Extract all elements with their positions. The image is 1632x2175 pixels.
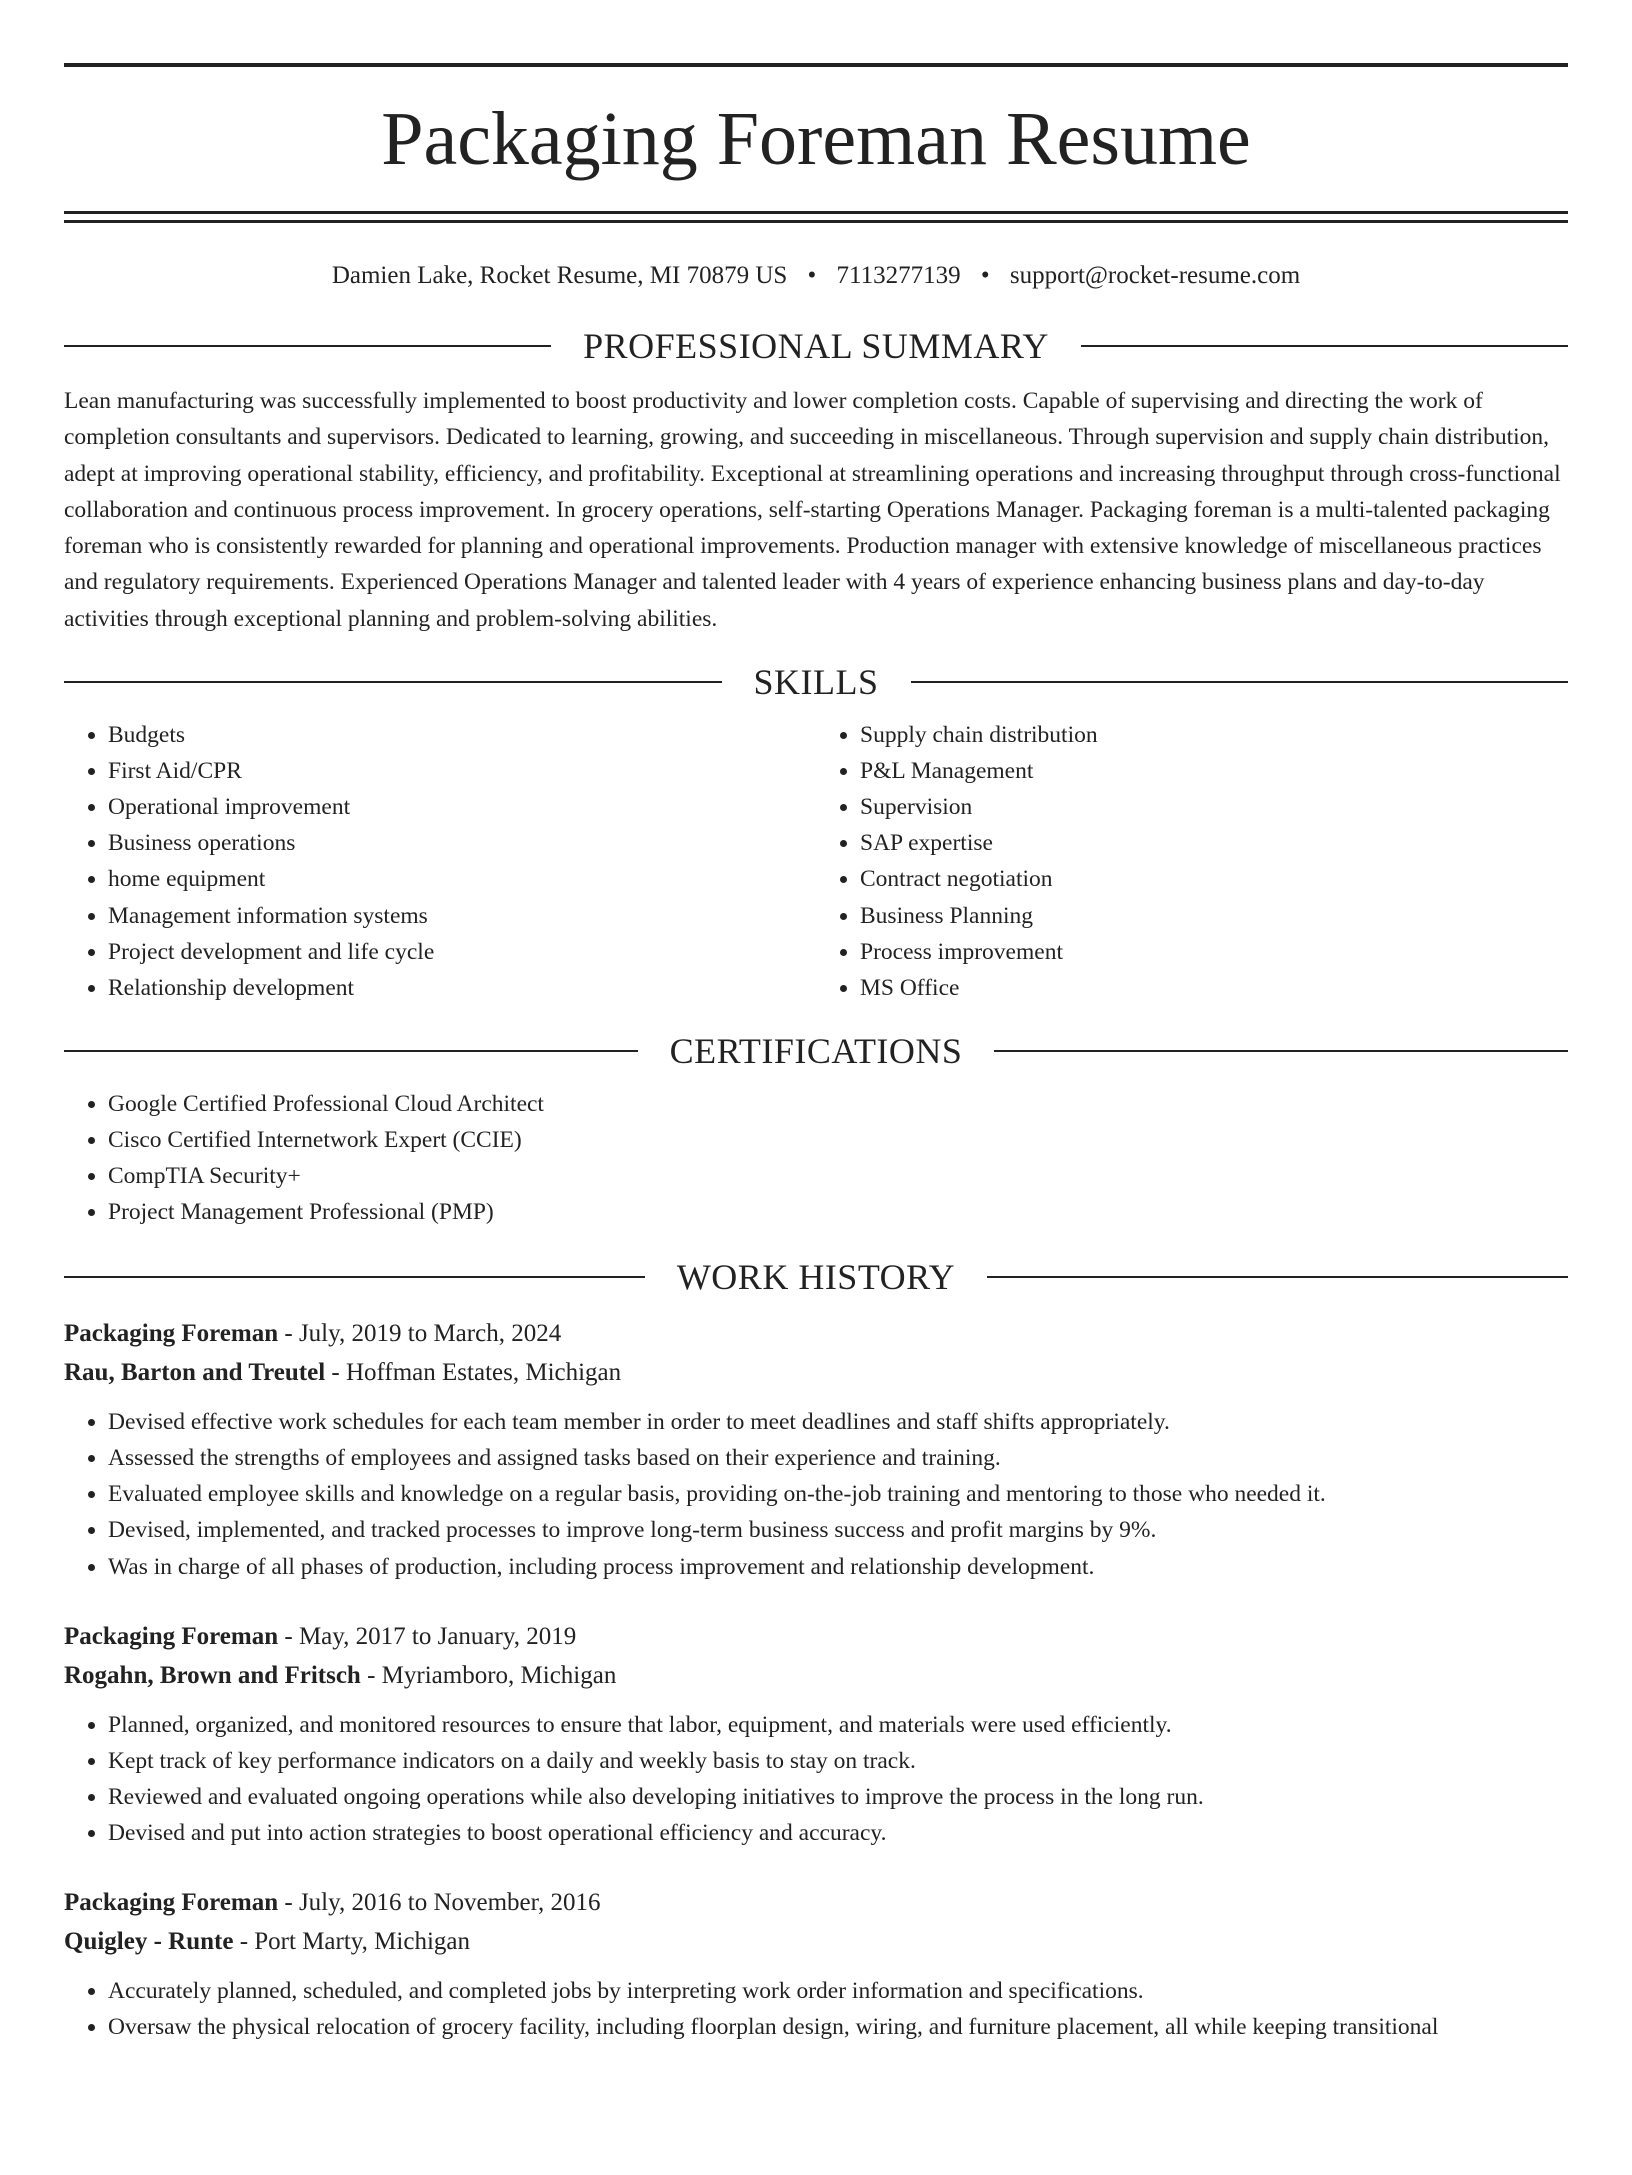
list-item: • Project development and life cycle [108,934,816,970]
list-item: • Relationship development [108,970,816,1006]
list-item: • Business Planning [860,898,1568,934]
job-dates: July, 2016 to November, 2016 [298,1889,601,1917]
job-company: Quigley - Runte [64,1928,234,1956]
dash: - [325,1359,346,1387]
divider-line [987,1276,1568,1278]
job-title-line [64,1883,1568,1922]
job-company-line [64,1353,1568,1392]
skills-columns [64,717,1568,1006]
list-item: • Was in charge of all phases of production, including process improvement and relationship development. [108,1549,1568,1585]
list-item: • First Aid/CPR [108,753,816,789]
job-location: Port Marty, Michigan [254,1928,470,1956]
list-item: • Business operations [108,825,816,861]
job-bullets [64,1707,1568,1851]
section-title-work: WORK HISTORY [676,1257,956,1298]
list-item: • MS Office [860,970,1568,1006]
job-location: Hoffman Estates, Michigan [345,1359,622,1387]
divider-line [64,1276,645,1278]
list-item: • Evaluated employee skills and knowledge on a regular basis, providing on-the-job training and mentoring to those who needed it. [108,1476,1568,1512]
job-dates: May, 2017 to January, 2019 [298,1622,577,1650]
job-title: Packaging Foreman [64,1622,279,1650]
certifications-list [64,1086,1568,1230]
job-company: Rogahn, Brown and Fritsch [64,1661,361,1689]
list-item: • Operational improvement [108,789,816,825]
dash: - [233,1928,255,1956]
divider-line [994,1050,1568,1052]
contact-email: support@rocket-resume.com [1009,262,1301,289]
work-history-list [64,1314,1568,2045]
list-item: • Process improvement [860,934,1568,970]
list-item: • Devised effective work schedules for each team member in order to meet deadlines and staff shifts appropriately. [108,1404,1568,1440]
contact-line [64,259,1568,293]
dash: - [360,1661,382,1689]
list-item: • P&L Management [860,753,1568,789]
contact-separator: • [807,262,817,289]
list-item: • Oversaw the physical relocation of grocery facility, including floorplan design, wiring, and furniture placement, all while keeping transitional [108,2009,1568,2045]
section-title-certifications: CERTIFICATIONS [669,1030,963,1071]
job-title-line [64,1617,1568,1656]
job-company-line [64,1922,1568,1961]
list-item: • Assessed the strengths of employees and assigned tasks based on their experience and training. [108,1440,1568,1476]
list-item: • home equipment [108,861,816,897]
certifications-block [64,1086,1568,1230]
list-item: • Cisco Certified Internetwork Expert (CCIE) [108,1122,1568,1158]
section-header-summary [64,323,1568,369]
list-item: • Management information systems [108,898,816,934]
list-item: • Supply chain distribution [860,717,1568,753]
summary-text: Lean manufacturing was successfully implemented to boost productivity and lower completion costs. Capable of supervising and directing the work of completion consultants and supervisors. Dedicated to learning, growing, and succeeding in miscellaneous. Through supervision and supply chain distribution, adept at improving operational stability, efficiency, and profitability. Exceptional at streamlining operations and increasing throughput through cross-functional collaboration and continuous process improvement. In grocery operations, self-starting Operations Manager. Packaging foreman is a multi-talented packaging foreman who is consistently rewarded for planning and operational improvements. Production manager with extensive knowledge of miscellaneous practices and regulatory requirements. Experienced Operations Manager and talented leader with 4 years of experience enhancing business plans and day-to-day activities through exceptional planning and problem-solving abilities. [64,388,1561,632]
dash: - [278,1622,299,1650]
list-item: • Supervision [860,789,1568,825]
resume-page [0,63,1632,2175]
list-item: • Budgets [108,717,816,753]
divider-line [1081,345,1568,347]
job-title: Packaging Foreman [64,1889,279,1917]
job-company-line [64,1656,1568,1695]
job-dates: July, 2019 to March, 2024 [298,1320,562,1348]
list-item: • Project Management Professional (PMP) [108,1194,1568,1230]
section-title-summary: PROFESSIONAL SUMMARY [583,326,1049,366]
job-company: Rau, Barton and Treutel [64,1359,326,1387]
divider-line [64,1050,638,1052]
section-header-certifications [64,1028,1568,1074]
section-title-skills: SKILLS [753,662,879,703]
job-title-line [64,1314,1568,1353]
divider-line [911,681,1569,683]
skills-list-right [816,717,1568,1006]
list-item: • CompTIA Security+ [108,1158,1568,1194]
divider-line [64,345,551,347]
section-header-skills [64,659,1568,705]
list-item: • SAP expertise [860,825,1568,861]
top-rule [64,63,1568,67]
title-double-rule [64,211,1568,223]
list-item: • Planned, organized, and monitored resources to ensure that labor, equipment, and materials were used efficiently. [108,1707,1568,1743]
list-item: • Kept track of key performance indicators on a daily and weekly basis to stay on track. [108,1743,1568,1779]
job-entry [64,1314,1568,1584]
list-item: • Accurately planned, scheduled, and completed jobs by interpreting work order information and specifications. [108,1973,1568,2009]
dash: - [278,1889,299,1917]
job-bullets [64,1404,1568,1584]
contact-phone: 7113277139 [836,262,961,289]
contact-separator: • [980,262,990,289]
job-bullets [64,1973,1568,2045]
section-header-work [64,1254,1568,1300]
dash: - [278,1320,299,1348]
skills-list-left [64,717,816,1006]
list-item: • Google Certified Professional Cloud Architect [108,1086,1568,1122]
page-title: Packaging Foreman Resume [381,97,1251,181]
list-item: • Contract negotiation [860,861,1568,897]
divider-line [64,681,722,683]
contact-address: Damien Lake, Rocket Resume, MI 70879 US [331,262,788,289]
job-entry [64,1883,1568,2045]
list-item: • Devised and put into action strategies to boost operational efficiency and accuracy. [108,1815,1568,1851]
job-location: Myriamboro, Michigan [381,1661,617,1689]
list-item: • Reviewed and evaluated ongoing operations while also developing initiatives to improve the process in the long run. [108,1779,1568,1815]
list-item: • Devised, implemented, and tracked processes to improve long-term business success and profit margins by 9%. [108,1512,1568,1548]
job-entry [64,1617,1568,1851]
job-title: Packaging Foreman [64,1320,279,1348]
